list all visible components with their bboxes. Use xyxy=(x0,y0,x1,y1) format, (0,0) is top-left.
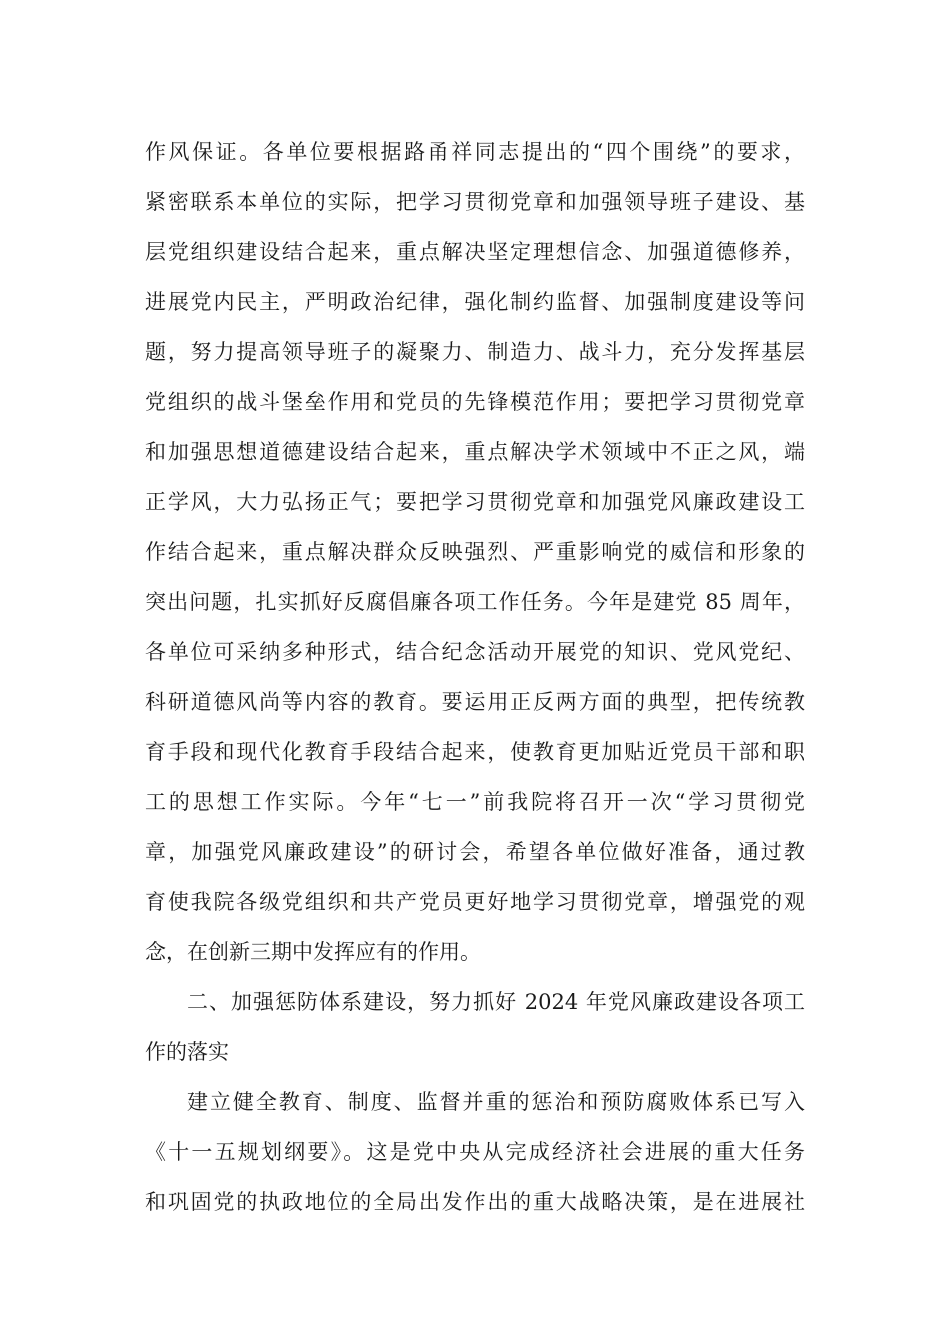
text-line: 作结合起来，重点解决群众反映强烈、严重影响党的威信和形象的 xyxy=(145,540,805,564)
text-line: 和巩固党的执政地位的全局出发作出的重大战略决策，是在进展社 xyxy=(145,1190,805,1214)
text-line: 《十一五规划纲要》。这是党中央从完成经济社会进展的重大任务 xyxy=(145,1140,805,1164)
text-line: 正学风，大力弘扬正气；要把学习贯彻党章和加强党风廉政建设工 xyxy=(145,490,805,514)
text-line: 进展党内民主，严明政治纪律，强化制约监督、加强制度建设等问 xyxy=(145,290,805,314)
text-line: 紧密联系本单位的实际，把学习贯彻党章和加强领导班子建设、基 xyxy=(145,190,805,214)
text-line: 科研道德风尚等内容的教育。要运用正反两方面的典型，把传统教 xyxy=(145,690,805,714)
text-line: 各单位可采纳多种形式，结合纪念活动开展党的知识、党风党纪、 xyxy=(145,640,805,664)
section-heading xyxy=(145,977,805,1077)
text-line: 作风保证。各单位要根据路甬祥同志提出的“四个围绕”的要求， xyxy=(145,140,805,164)
text-line: 育手段和现代化教育手段结合起来，使教育更加贴近党员干部和职 xyxy=(145,740,805,764)
text-line: 党组织的战斗堡垒作用和党员的先锋模范作用；要把学习贯彻党章 xyxy=(145,390,805,414)
text-line: 念，在创新三期中发挥应有的作用。 xyxy=(145,940,481,964)
text-line: 育使我院各级党组织和共产党员更好地学习贯彻党章，增强党的观 xyxy=(145,890,805,914)
text-line: 工的思想工作实际。今年“七一”前我院将召开一次“学习贯彻党 xyxy=(145,790,805,814)
paragraph-2 xyxy=(145,1077,805,1227)
text-line: 建立健全教育、制度、监督并重的惩治和预防腐败体系已写入 xyxy=(187,1090,805,1114)
document-body xyxy=(145,127,805,1227)
text-line: 和加强思想道德建设结合起来，重点解决学术领域中不正之风，端 xyxy=(145,440,805,464)
text-line: 层党组织建设结合起来，重点解决坚定理想信念、加强道德修养， xyxy=(145,240,805,264)
paragraph-1 xyxy=(145,127,805,977)
heading-line: 二、加强惩防体系建设，努力抓好 2024 年党风廉政建设各项工 xyxy=(187,990,805,1014)
text-line: 题，努力提高领导班子的凝聚力、制造力、战斗力，充分发挥基层 xyxy=(145,340,805,364)
heading-line: 作的落实 xyxy=(145,1040,229,1064)
text-line: 章，加强党风廉政建设”的研讨会，希望各单位做好准备，通过教 xyxy=(145,840,805,864)
text-line: 突出问题，扎实抓好反腐倡廉各项工作任务。今年是建党 85 周年， xyxy=(145,590,805,614)
